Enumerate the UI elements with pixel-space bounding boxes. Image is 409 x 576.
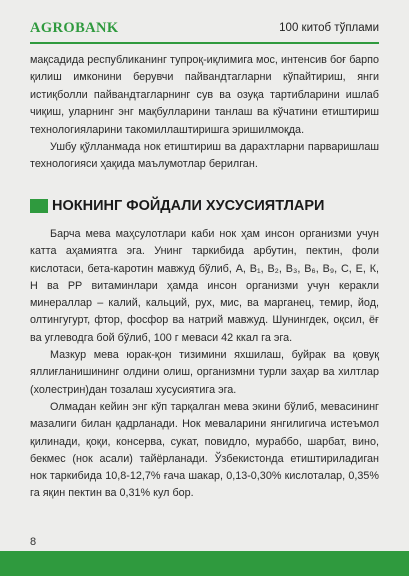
page-number: 8 xyxy=(30,536,37,548)
header-divider xyxy=(30,42,379,44)
page-header xyxy=(0,0,409,46)
intro-paragraph-2: Ушбу қўлланмада нок етиштириш ва дарахтларни парваришлаш технологияси ҳақида маълумотлар берилган. xyxy=(30,141,379,171)
body-text xyxy=(30,226,379,503)
body-paragraph-3: Олмадан кейин энг кўп тарқалган мева экини бўлиб, мевасининг мазалиги билан қадрланади. Нок меваларини янгилигича истеъмол қилинади, қоқи, консерва, сукат, повидло, мураббо, шарбат, вино, бекмес (нок асали) тайёрланади. Ўзбекистонда етиштириладиган нок таркибида 10,8-12,7% ғача шакар, 0,13-0,30% кислоталар, 0,35% га яқин пектин ва 0,31% кул бор. xyxy=(30,400,379,500)
intro-paragraph-1: мақсадида республиканинг тупроқ-иқлимига мос, интенсив боғ барпо қилиш имконини берувчи пайвандтагларни кўпайтириш, янги истиқболли пайвандтагларнинг сув ва озуқа тартибларини ишлаб чиқиш, уларнинг энг мақбулларини танлаш ва кўчатини етиштириш технологияларини такомиллаштиришга эришилмоқда. xyxy=(30,54,379,136)
heading-marker xyxy=(30,199,48,213)
section-title: НОКНИНГ ФОЙДАЛИ ХУСУСИЯТЛАРИ xyxy=(52,198,325,214)
section-heading xyxy=(30,196,379,216)
series-title: 100 китоб тўплами xyxy=(279,22,379,34)
footer-band xyxy=(0,551,409,576)
brand-logo: AGROBANK xyxy=(30,20,119,36)
body-paragraph-1: Барча мева маҳсулотлари каби нок ҳам инсон организми учун катта аҳамиятга эга. Унинг таркибида арбутин, пектин, фоли кислотаси, бета-каротин мавжуд бўлиб, А, В₁, В₂, В₃, В₆, В₉, С, Е, К, Н ва РР витаминлари ҳамда инсон организми учун керакли минераллар – калий, кальций, рух, мис, ва марганец, темир, йод, олтингугурт, фтор, фосфор ва натрий мавжуд. Шунингдек, оқсил, ёғ ва углеводга бой бўлиб, 100 г меваси 42 ккал га эга. xyxy=(30,228,379,344)
body-paragraph-2: Мазкур мева юрак-қон тизимини яхшилаш, буйрак ва қовуқ яллиғланишининг олдини олиш, организмни турли заҳар ва хилтлар (холестрин)дан тозалаш хусусиятига эга. xyxy=(30,349,379,396)
intro-text xyxy=(30,52,379,174)
